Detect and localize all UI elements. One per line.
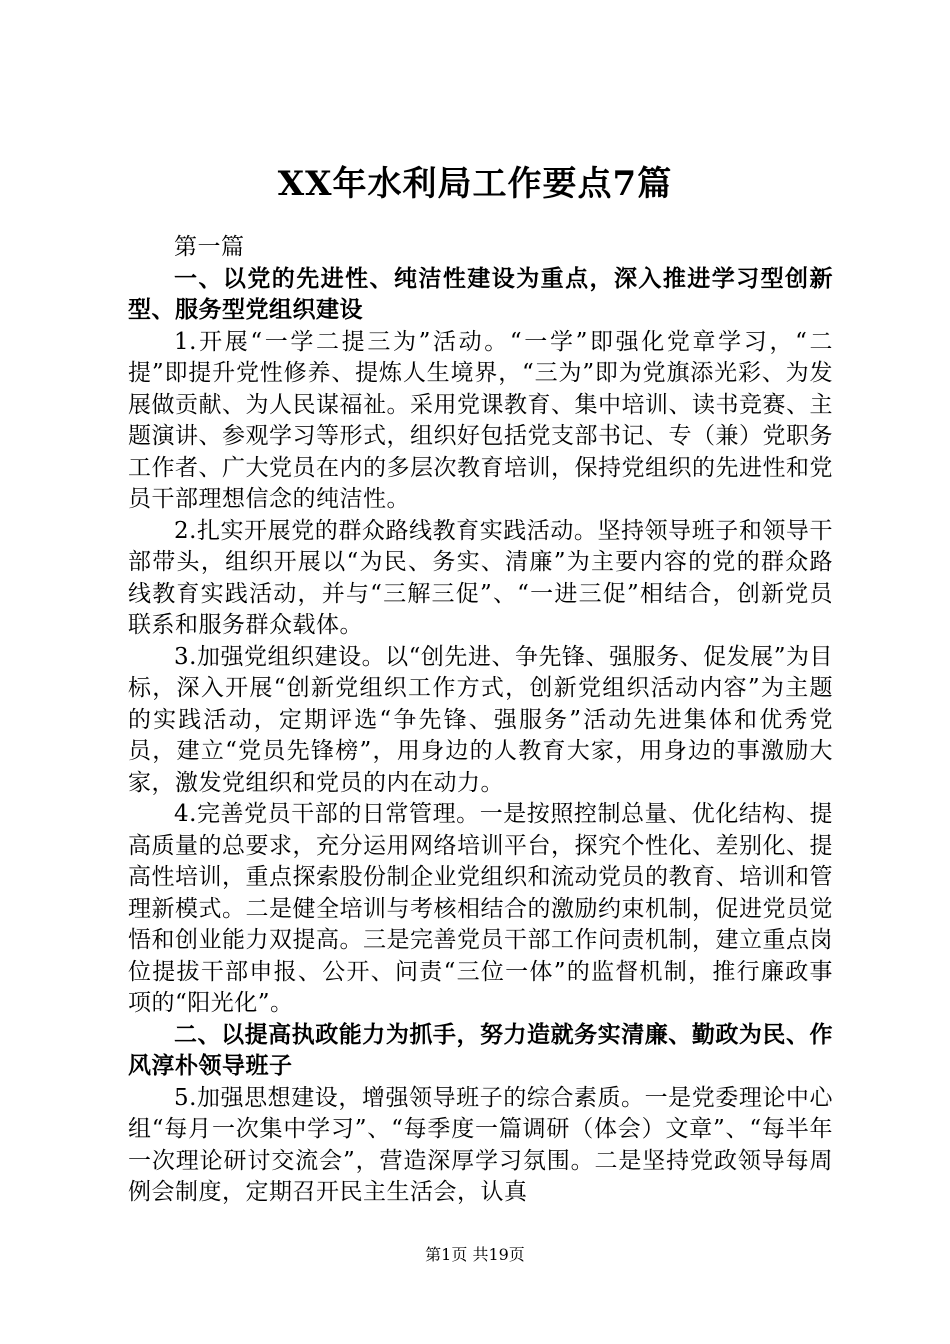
document-title: XX年水利局工作要点7篇 (277, 164, 673, 204)
section-label: 第一篇 (174, 234, 245, 260)
section-heading: 二、以提高执政能力为抓手，努力造就务实清廉、勤政为民、作风淳朴领导班子 (128, 1021, 833, 1079)
body-paragraph: 1.开展“一学二提三为”活动。“一学”即强化党章学习，“二提”即提升党性修养、提炼人生境界，“三为”即为党旗添光彩、为发展做贡献、为人民谋福祉。采用党课教育、集中培训、读书竞赛、主题演讲、参观学习等形式，组织好包括党支部书记、专（兼）党职务工作者、广大党员在内的多层次教育培训，保持党组织的先进性和党员干部理想信念的纯洁性。 (128, 328, 833, 512)
body-paragraph: 4.完善党员干部的日常管理。一是按照控制总量、优化结构、提高质量的总要求，充分运用网络培训平台，探究个性化、差别化、提高性培训，重点探索股份制企业党组织和流动党员的教育、培训和管理新模式。二是健全培训与考核相结合的激励约束机制，促进党员觉悟和创业能力双提高。三是完善党员干部工作问责机制，建立重点岗位提拔干部申报、公开、问责“三位一体”的监督机制，推行廉政事项的“阳光化”。 (128, 801, 833, 1016)
section-heading: 一、以党的先进性、纯洁性建设为重点，深入推进学习型创新型、服务型党组织建设 (128, 265, 833, 323)
page-footer: 第1页 共19页 (425, 1245, 525, 1264)
document-body (128, 232, 833, 1209)
body-paragraph: 3.加强党组织建设。以“创先进、争先锋、强服务、促发展”为目标，深入开展“创新党组织工作方式，创新党组织活动内容”为主题的实践活动，定期评选“争先锋、强服务”活动先进集体和优秀党员，建立“党员先锋榜”，用身边的人教育大家，用身边的事激励大家，激发党组织和党员的内在动力。 (128, 643, 833, 796)
body-paragraph: 2.扎实开展党的群众路线教育实践活动。坚持领导班子和领导干部带头，组织开展以“为民、务实、清廉”为主要内容的党的群众路线教育实践活动，并与“三解三促”、“一进三促”相结合，创新党员联系和服务群众载体。 (128, 517, 833, 638)
body-paragraph: 5.加强思想建设，增强领导班子的综合素质。一是党委理论中心组“每月一次集中学习”、“每季度一篇调研（体会）文章”、“每半年一次理论研讨交流会”，营造深厚学习氛围。二是坚持党政领导每周例会制度，定期召开民主生活会，认真 (128, 1084, 833, 1205)
